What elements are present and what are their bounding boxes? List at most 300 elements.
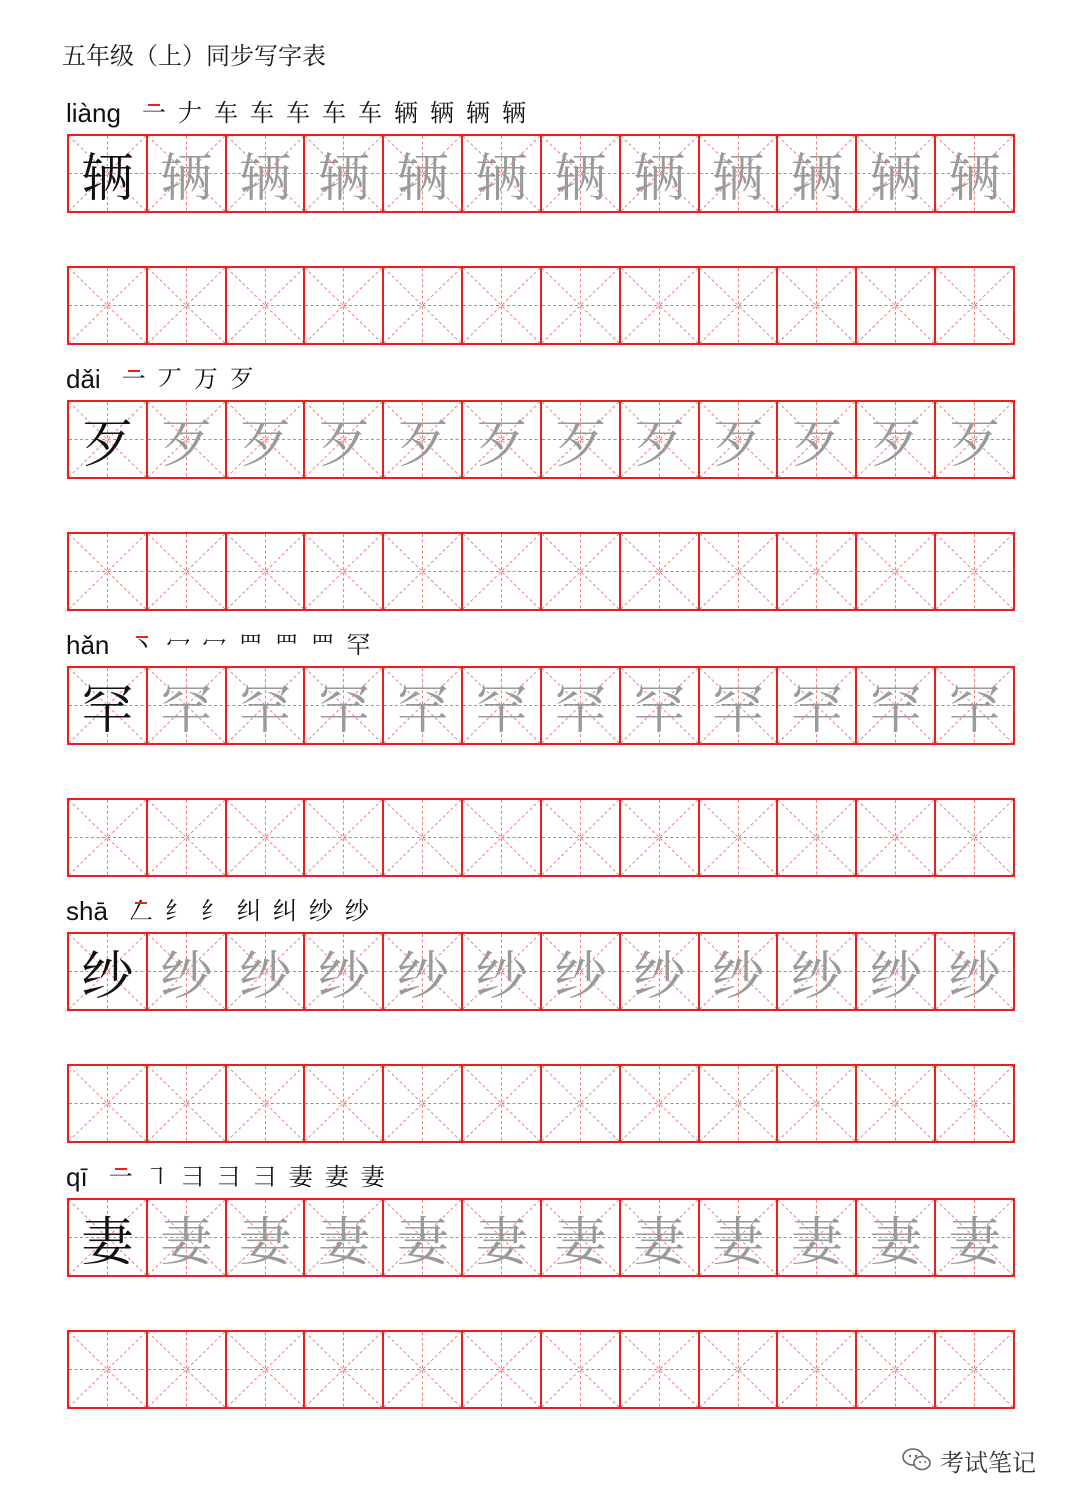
- mizi-guides: [778, 268, 855, 343]
- stroke-step: [234, 896, 264, 926]
- stroke-step: [358, 1162, 388, 1192]
- practice-cell[interactable]: [700, 1332, 779, 1407]
- trace-cell[interactable]: [384, 668, 463, 743]
- model-cell: [69, 668, 148, 743]
- trace-grid: [67, 932, 1015, 1011]
- trace-cell[interactable]: [542, 402, 621, 477]
- stroke-step: [139, 98, 169, 128]
- mizi-guides: [463, 268, 540, 343]
- trace-character: 歹: [317, 415, 370, 475]
- trace-character: 纱: [160, 947, 213, 1007]
- stroke-step: [119, 364, 149, 394]
- trace-cell[interactable]: [305, 136, 384, 211]
- trace-cell[interactable]: [542, 934, 621, 1009]
- practice-cell[interactable]: [857, 800, 936, 875]
- trace-cell[interactable]: [542, 668, 621, 743]
- watermark: [902, 1442, 1036, 1478]
- trace-character: 纱: [712, 947, 765, 1007]
- stroke-step-glyph: 辆: [501, 99, 526, 127]
- stroke-step: [247, 98, 277, 128]
- stroke-step: [211, 98, 241, 128]
- practice-cell[interactable]: [305, 1332, 384, 1407]
- practice-cell[interactable]: [936, 268, 1013, 343]
- stroke-order: [139, 98, 529, 128]
- trace-cell[interactable]: [463, 402, 542, 477]
- trace-cell[interactable]: [463, 1200, 542, 1275]
- trace-character: 歹: [712, 415, 765, 475]
- trace-cell[interactable]: [542, 1200, 621, 1275]
- practice-cell[interactable]: [700, 268, 779, 343]
- stroke-step-glyph: 辆: [429, 99, 454, 127]
- stroke-step: [342, 896, 372, 926]
- pinyin-stroke-row: [66, 620, 373, 660]
- practice-grid: [67, 532, 1015, 611]
- pinyin-stroke-row: [66, 88, 529, 128]
- practice-grid: [67, 1330, 1015, 1409]
- mizi-guides: [936, 1332, 1013, 1407]
- pinyin-label: qī: [66, 1162, 88, 1192]
- stroke-step-glyph: 歹: [229, 365, 254, 393]
- trace-cell[interactable]: [857, 136, 936, 211]
- trace-character: 罕: [317, 681, 370, 741]
- trace-character: 罕: [633, 681, 686, 741]
- trace-character: 妻: [948, 1213, 1001, 1273]
- trace-character: 辆: [317, 149, 370, 209]
- stroke-step-glyph: 纠: [272, 897, 297, 925]
- trace-character: 纱: [475, 947, 528, 1007]
- trace-character: 纱: [633, 947, 686, 1007]
- trace-character: 妻: [554, 1213, 607, 1273]
- mizi-guides: [621, 1332, 698, 1407]
- stroke-step-glyph: 辆: [465, 99, 490, 127]
- practice-cell[interactable]: [227, 534, 306, 609]
- pinyin-stroke-row: [66, 354, 257, 394]
- practice-cell[interactable]: [305, 268, 384, 343]
- trace-cell[interactable]: [148, 1200, 227, 1275]
- trace-cell[interactable]: [778, 402, 857, 477]
- practice-cell[interactable]: [305, 1066, 384, 1141]
- practice-cell[interactable]: [463, 534, 542, 609]
- practice-cell[interactable]: [227, 800, 306, 875]
- practice-cell[interactable]: [936, 800, 1013, 875]
- mizi-guides: [857, 534, 934, 609]
- model-character: 罕: [81, 681, 134, 741]
- mizi-guides: [463, 534, 540, 609]
- practice-cell[interactable]: [542, 534, 621, 609]
- pinyin-stroke-row: [66, 1152, 388, 1192]
- practice-cell[interactable]: [857, 534, 936, 609]
- mizi-guides: [936, 800, 1013, 875]
- mizi-guides: [305, 268, 382, 343]
- trace-cell[interactable]: [148, 136, 227, 211]
- pinyin-label: dǎi: [66, 364, 101, 394]
- trace-cell[interactable]: [384, 136, 463, 211]
- mizi-guides: [305, 534, 382, 609]
- trace-cell[interactable]: [857, 1200, 936, 1275]
- mizi-guides: [857, 800, 934, 875]
- mizi-guides: [227, 534, 304, 609]
- mizi-guides: [936, 268, 1013, 343]
- stroke-step: [271, 630, 301, 660]
- mizi-guides: [384, 800, 461, 875]
- trace-character: 妻: [317, 1213, 370, 1273]
- practice-cell[interactable]: [148, 1066, 227, 1141]
- stroke-step-glyph: 纠: [236, 897, 261, 925]
- practice-cell[interactable]: [384, 1332, 463, 1407]
- trace-cell[interactable]: [936, 136, 1013, 211]
- stroke-step-glyph: 车: [213, 99, 238, 127]
- practice-cell[interactable]: [148, 800, 227, 875]
- stroke-order: [126, 896, 372, 926]
- stroke-step-glyph: 𠃋: [128, 897, 153, 925]
- mizi-guides: [778, 1066, 855, 1141]
- watermark-text: 考试笔记: [940, 1448, 1036, 1477]
- trace-cell[interactable]: [857, 402, 936, 477]
- practice-cell[interactable]: [148, 1332, 227, 1407]
- trace-cell[interactable]: [227, 402, 306, 477]
- practice-cell[interactable]: [463, 1066, 542, 1141]
- stroke-step-glyph: 纟: [164, 897, 189, 925]
- practice-cell[interactable]: [463, 268, 542, 343]
- stroke-step: [427, 98, 457, 128]
- new-stroke-highlight: [148, 104, 160, 109]
- trace-character: 歹: [239, 415, 292, 475]
- stroke-order: [119, 364, 257, 394]
- stroke-step-glyph: 万: [193, 365, 218, 393]
- stroke-step: [178, 1162, 208, 1192]
- stroke-step: [391, 98, 421, 128]
- trace-cell[interactable]: [227, 668, 306, 743]
- trace-cell[interactable]: [463, 934, 542, 1009]
- stroke-step: [343, 630, 373, 660]
- trace-character: 辆: [790, 149, 843, 209]
- stroke-step: [463, 98, 493, 128]
- mizi-guides: [69, 534, 146, 609]
- trace-cell[interactable]: [384, 934, 463, 1009]
- trace-character: 妻: [475, 1213, 528, 1273]
- trace-cell[interactable]: [305, 668, 384, 743]
- trace-character: 纱: [869, 947, 922, 1007]
- trace-character: 辆: [475, 149, 528, 209]
- mizi-guides: [936, 1066, 1013, 1141]
- practice-cell[interactable]: [463, 800, 542, 875]
- new-stroke-highlight: [135, 902, 147, 907]
- stroke-step: [198, 896, 228, 926]
- trace-character: 妻: [633, 1213, 686, 1273]
- trace-character: 辆: [712, 149, 765, 209]
- practice-cell[interactable]: [69, 800, 148, 875]
- practice-cell[interactable]: [621, 1332, 700, 1407]
- practice-cell[interactable]: [936, 1066, 1013, 1141]
- stroke-step: [199, 630, 229, 660]
- trace-character: 歹: [160, 415, 213, 475]
- trace-grid: [67, 666, 1015, 745]
- stroke-step: [191, 364, 221, 394]
- practice-cell[interactable]: [700, 1066, 779, 1141]
- practice-cell[interactable]: [69, 1332, 148, 1407]
- practice-cell[interactable]: [69, 534, 148, 609]
- stroke-step-glyph: 丆: [157, 365, 182, 393]
- trace-character: 妻: [712, 1213, 765, 1273]
- stroke-step-glyph: 车: [285, 99, 310, 127]
- stroke-step-glyph: 车: [357, 99, 382, 127]
- stroke-step-glyph: 罒: [274, 631, 299, 659]
- trace-cell[interactable]: [463, 668, 542, 743]
- trace-character: 歹: [790, 415, 843, 475]
- practice-cell[interactable]: [227, 1066, 306, 1141]
- trace-cell[interactable]: [621, 934, 700, 1009]
- stroke-step: [127, 630, 157, 660]
- practice-grid: [67, 798, 1015, 877]
- stroke-step: [283, 98, 313, 128]
- trace-grid: [67, 134, 1015, 213]
- practice-cell[interactable]: [621, 534, 700, 609]
- practice-cell[interactable]: [778, 800, 857, 875]
- trace-character: 歹: [396, 415, 449, 475]
- practice-cell[interactable]: [148, 534, 227, 609]
- mizi-guides: [227, 1066, 304, 1141]
- trace-character: 罕: [160, 681, 213, 741]
- mizi-guides: [463, 800, 540, 875]
- mizi-guides: [227, 800, 304, 875]
- practice-cell[interactable]: [778, 534, 857, 609]
- pinyin-stroke-row: [66, 886, 372, 926]
- practice-cell[interactable]: [227, 268, 306, 343]
- mizi-guides: [700, 1332, 777, 1407]
- trace-cell[interactable]: [936, 934, 1013, 1009]
- stroke-step-glyph: 彐: [180, 1163, 205, 1191]
- stroke-step: [499, 98, 529, 128]
- practice-cell[interactable]: [227, 1332, 306, 1407]
- stroke-step-glyph: 冖: [202, 631, 227, 659]
- practice-cell[interactable]: [621, 268, 700, 343]
- trace-character: 罕: [869, 681, 922, 741]
- stroke-step-glyph: 彐: [216, 1163, 241, 1191]
- practice-cell[interactable]: [936, 1332, 1013, 1407]
- trace-cell[interactable]: [778, 934, 857, 1009]
- practice-cell[interactable]: [69, 268, 148, 343]
- mizi-guides: [148, 268, 225, 343]
- new-stroke-highlight: [128, 370, 140, 375]
- model-character: 歹: [81, 415, 134, 475]
- model-cell: [69, 402, 148, 477]
- practice-cell[interactable]: [857, 1066, 936, 1141]
- pinyin-label: shā: [66, 896, 108, 926]
- trace-cell[interactable]: [227, 934, 306, 1009]
- stroke-step: [286, 1162, 316, 1192]
- stroke-step-glyph: 妻: [288, 1163, 313, 1191]
- stroke-step-glyph: 车: [249, 99, 274, 127]
- stroke-step-glyph: 妻: [324, 1163, 349, 1191]
- trace-cell[interactable]: [857, 668, 936, 743]
- trace-cell[interactable]: [700, 136, 779, 211]
- trace-grid: [67, 1198, 1015, 1277]
- trace-cell[interactable]: [621, 136, 700, 211]
- trace-cell[interactable]: [621, 1200, 700, 1275]
- trace-character: 辆: [869, 149, 922, 209]
- mizi-guides: [778, 534, 855, 609]
- trace-cell[interactable]: [384, 402, 463, 477]
- practice-cell[interactable]: [542, 268, 621, 343]
- trace-cell[interactable]: [148, 402, 227, 477]
- trace-cell[interactable]: [700, 934, 779, 1009]
- trace-character: 罕: [712, 681, 765, 741]
- mizi-guides: [384, 1066, 461, 1141]
- practice-cell[interactable]: [778, 1332, 857, 1407]
- practice-cell[interactable]: [542, 800, 621, 875]
- mizi-guides: [621, 1066, 698, 1141]
- stroke-step: [106, 1162, 136, 1192]
- trace-cell[interactable]: [542, 136, 621, 211]
- mizi-guides: [227, 268, 304, 343]
- stroke-step: [250, 1162, 280, 1192]
- trace-character: 妻: [160, 1213, 213, 1273]
- trace-cell[interactable]: [936, 668, 1013, 743]
- stroke-step-glyph: 妻: [360, 1163, 385, 1191]
- practice-cell[interactable]: [69, 1066, 148, 1141]
- mizi-guides: [69, 800, 146, 875]
- practice-grid: [67, 1064, 1015, 1143]
- trace-character: 歹: [633, 415, 686, 475]
- stroke-step: [214, 1162, 244, 1192]
- trace-character: 纱: [239, 947, 292, 1007]
- mizi-guides: [305, 1066, 382, 1141]
- practice-cell[interactable]: [700, 800, 779, 875]
- trace-character: 罕: [554, 681, 607, 741]
- stroke-step: [355, 98, 385, 128]
- mizi-guides: [227, 1332, 304, 1407]
- trace-cell[interactable]: [700, 1200, 779, 1275]
- trace-character: 辆: [948, 149, 1001, 209]
- model-character: 妻: [81, 1213, 134, 1273]
- stroke-step-glyph: 辆: [393, 99, 418, 127]
- practice-cell[interactable]: [305, 534, 384, 609]
- practice-cell[interactable]: [542, 1332, 621, 1407]
- trace-cell[interactable]: [463, 136, 542, 211]
- practice-cell[interactable]: [621, 1066, 700, 1141]
- trace-character: 妻: [239, 1213, 292, 1273]
- practice-cell[interactable]: [621, 800, 700, 875]
- mizi-guides: [69, 1332, 146, 1407]
- trace-cell[interactable]: [778, 668, 857, 743]
- stroke-step: [227, 364, 257, 394]
- trace-cell[interactable]: [936, 1200, 1013, 1275]
- practice-cell[interactable]: [857, 268, 936, 343]
- stroke-step-glyph: 一: [108, 1163, 133, 1191]
- trace-cell[interactable]: [227, 1200, 306, 1275]
- trace-cell[interactable]: [700, 668, 779, 743]
- stroke-step: [307, 630, 337, 660]
- trace-cell[interactable]: [778, 136, 857, 211]
- stroke-step-glyph: ⺕: [252, 1163, 277, 1191]
- practice-cell[interactable]: [542, 1066, 621, 1141]
- practice-cell[interactable]: [148, 268, 227, 343]
- stroke-step: [306, 896, 336, 926]
- mizi-guides: [700, 534, 777, 609]
- trace-cell[interactable]: [857, 934, 936, 1009]
- stroke-step-glyph: 纱: [308, 897, 333, 925]
- trace-cell[interactable]: [148, 668, 227, 743]
- mizi-guides: [542, 268, 619, 343]
- trace-character: 罕: [396, 681, 449, 741]
- model-cell: [69, 136, 148, 211]
- trace-cell[interactable]: [305, 402, 384, 477]
- mizi-guides: [700, 800, 777, 875]
- model-cell: [69, 1200, 148, 1275]
- stroke-order: [106, 1162, 388, 1192]
- practice-cell[interactable]: [384, 534, 463, 609]
- stroke-order: [127, 630, 373, 660]
- trace-character: 罕: [790, 681, 843, 741]
- trace-character: 罕: [948, 681, 1001, 741]
- pinyin-label: liàng: [66, 98, 121, 128]
- trace-character: 歹: [869, 415, 922, 475]
- stroke-step-glyph: 罕: [346, 631, 371, 659]
- mizi-guides: [542, 1066, 619, 1141]
- practice-cell[interactable]: [305, 800, 384, 875]
- mizi-guides: [69, 268, 146, 343]
- trace-character: 纱: [317, 947, 370, 1007]
- wechat-icon: [902, 1447, 932, 1473]
- practice-cell[interactable]: [463, 1332, 542, 1407]
- trace-character: 辆: [239, 149, 292, 209]
- practice-cell[interactable]: [384, 800, 463, 875]
- stroke-step-glyph: 罒: [238, 631, 263, 659]
- practice-cell[interactable]: [778, 1066, 857, 1141]
- practice-cell[interactable]: [384, 268, 463, 343]
- practice-cell[interactable]: [700, 534, 779, 609]
- practice-cell[interactable]: [857, 1332, 936, 1407]
- practice-cell[interactable]: [936, 534, 1013, 609]
- trace-cell[interactable]: [305, 1200, 384, 1275]
- stroke-step-glyph: 罒: [310, 631, 335, 659]
- practice-cell[interactable]: [778, 268, 857, 343]
- trace-cell[interactable]: [700, 402, 779, 477]
- trace-character: 歹: [948, 415, 1001, 475]
- mizi-guides: [148, 1066, 225, 1141]
- mizi-guides: [148, 1332, 225, 1407]
- trace-character: 妻: [790, 1213, 843, 1273]
- trace-cell[interactable]: [621, 402, 700, 477]
- stroke-step: [270, 896, 300, 926]
- trace-cell[interactable]: [227, 136, 306, 211]
- trace-cell[interactable]: [936, 402, 1013, 477]
- mizi-guides: [700, 268, 777, 343]
- trace-cell[interactable]: [384, 1200, 463, 1275]
- trace-character: 纱: [396, 947, 449, 1007]
- practice-cell[interactable]: [384, 1066, 463, 1141]
- trace-character: 歹: [475, 415, 528, 475]
- mizi-guides: [384, 534, 461, 609]
- stroke-step: [163, 630, 193, 660]
- mizi-guides: [69, 1066, 146, 1141]
- mizi-guides: [148, 800, 225, 875]
- trace-character: 纱: [948, 947, 1001, 1007]
- trace-cell[interactable]: [778, 1200, 857, 1275]
- mizi-guides: [621, 268, 698, 343]
- practice-grid: [67, 266, 1015, 345]
- mizi-guides: [384, 1332, 461, 1407]
- trace-grid: [67, 400, 1015, 479]
- new-stroke-highlight: [136, 636, 148, 641]
- mizi-guides: [621, 534, 698, 609]
- trace-cell[interactable]: [305, 934, 384, 1009]
- trace-cell[interactable]: [621, 668, 700, 743]
- mizi-guides: [305, 800, 382, 875]
- trace-cell[interactable]: [148, 934, 227, 1009]
- stroke-step-glyph: 丶: [130, 631, 155, 659]
- trace-character: 罕: [239, 681, 292, 741]
